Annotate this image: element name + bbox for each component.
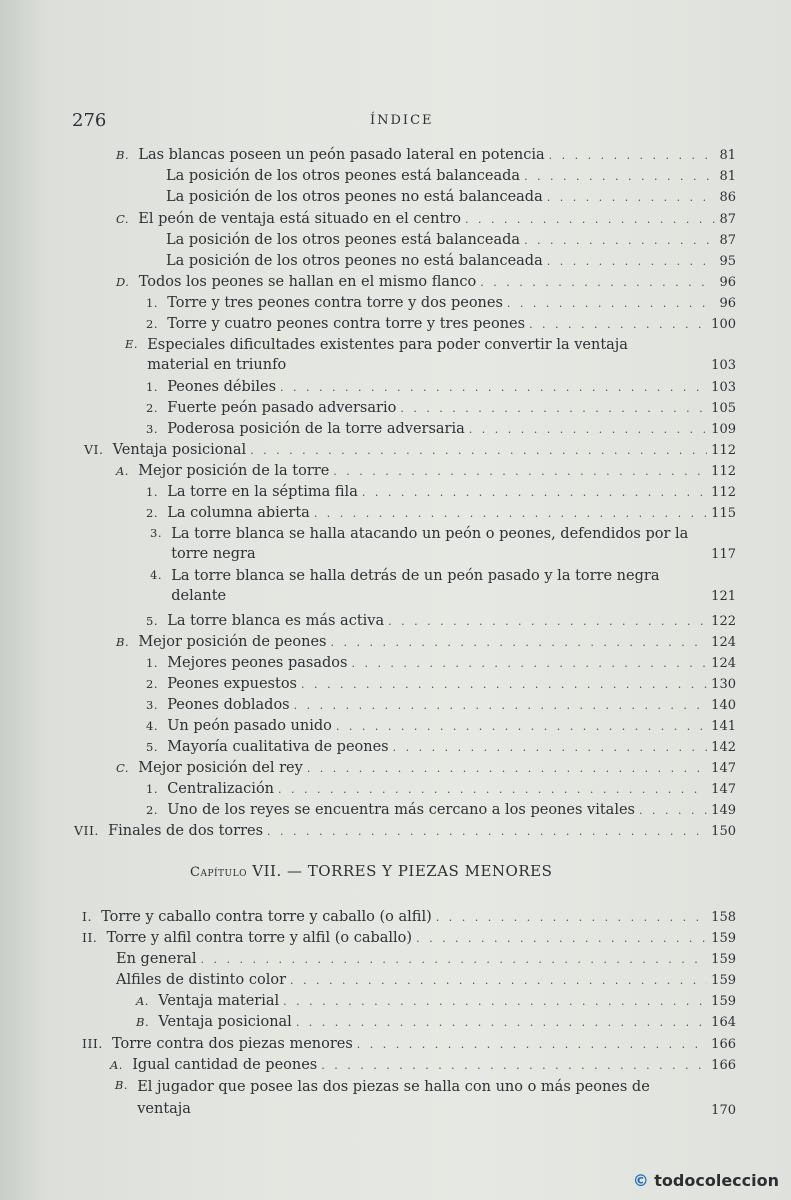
- entry-title: La columna abierta: [167, 505, 310, 521]
- entry-label: D.: [116, 275, 130, 289]
- toc-entry: [146, 420, 736, 439]
- entry-title: Peones doblados: [167, 697, 290, 713]
- entry-title: La posición de los otros peones está balanceada: [166, 232, 521, 248]
- entry-page: 158: [711, 910, 736, 925]
- dot-leader: [549, 147, 716, 165]
- dot-leader: [357, 1036, 707, 1054]
- entry-label: 3.: [146, 422, 158, 436]
- entry-page: 164: [711, 1015, 736, 1030]
- entry-page: 112: [711, 464, 736, 479]
- entry-label: 5.: [146, 614, 158, 628]
- toc-entry: [116, 273, 736, 292]
- entry-label: 5.: [146, 740, 158, 754]
- entry-page: 124: [711, 635, 736, 650]
- toc-entry: [116, 971, 736, 990]
- dot-leader: [336, 718, 707, 736]
- entry-label: B.: [136, 1015, 150, 1029]
- entry-title: Mejor posición de la torre: [138, 463, 330, 479]
- entry-title: Mejor posición del rey: [138, 760, 303, 776]
- entry-title: Torre y cuatro peones contra torre y tres peones: [167, 316, 526, 332]
- entry-label: 2.: [146, 317, 158, 331]
- entry-page: 166: [711, 1037, 736, 1052]
- toc-entry: [146, 801, 736, 820]
- entry-page: 147: [711, 761, 736, 776]
- entry-page: 103: [711, 358, 736, 373]
- toc-entry: [116, 633, 736, 652]
- entry-page: 166: [711, 1058, 736, 1073]
- chapter-prefix: Capítulo: [190, 865, 247, 880]
- dot-leader: [639, 802, 707, 820]
- dot-leader: [201, 951, 708, 969]
- entry-label: 1.: [146, 380, 158, 394]
- toc-entry: [110, 1056, 736, 1075]
- toc-entry: [146, 612, 736, 631]
- entry-label: C.: [116, 761, 130, 775]
- entry-label: VI.: [84, 442, 104, 457]
- entry-page: 147: [711, 782, 736, 797]
- entry-page: 115: [711, 506, 736, 521]
- entry-label: B.: [116, 635, 130, 649]
- dot-leader: [436, 909, 707, 927]
- dot-leader: [296, 1014, 707, 1032]
- dot-leader: [469, 421, 707, 439]
- entry-title: El peón de ventaja está situado en el centro: [138, 211, 461, 227]
- toc-entry: [146, 717, 736, 736]
- dot-leader: [283, 993, 707, 1011]
- toc-entry: [136, 1013, 736, 1032]
- entry-title: Torre y alfil contra torre y alfil (o caballo): [106, 930, 413, 946]
- entry-title: Ventaja posicional: [112, 442, 247, 458]
- toc-entry: [146, 738, 736, 757]
- dot-leader: [400, 400, 707, 418]
- entry-title: Peones expuestos: [167, 676, 297, 692]
- toc-entry: [116, 335, 736, 375]
- entry-label: 1.: [146, 296, 158, 310]
- entry-title: La posición de los otros peones está balanceada: [166, 168, 521, 184]
- dot-leader: [280, 379, 707, 397]
- entry-label: 1.: [146, 782, 158, 796]
- entry-page: 105: [711, 401, 736, 416]
- toc-entry: [82, 908, 736, 927]
- entry-title: En general: [116, 951, 197, 967]
- entry-label: 2.: [146, 506, 158, 520]
- page-number: 276: [72, 110, 107, 131]
- entry-page: 109: [711, 422, 736, 437]
- toc-entry: [146, 399, 736, 418]
- entry-page: 149: [711, 803, 736, 818]
- entry-label: B.: [114, 1078, 128, 1092]
- entry-label: A.: [116, 464, 129, 478]
- toc-entry: [146, 504, 736, 523]
- toc-entry: [146, 294, 736, 313]
- entry-label: A.: [110, 1058, 123, 1072]
- toc-entry: [116, 462, 736, 481]
- toc-entry: [146, 378, 736, 397]
- dot-leader: [314, 505, 707, 523]
- entry-page: 159: [711, 973, 736, 988]
- entry-title: La posición de los otros peones no está balanceada: [166, 189, 543, 205]
- chapter-heading: [190, 862, 552, 880]
- entry-page: 141: [711, 719, 736, 734]
- dot-leader: [388, 613, 707, 631]
- entry-label: 3.: [146, 698, 158, 712]
- dot-leader: [307, 760, 707, 778]
- entry-page: 121: [711, 589, 736, 604]
- entry-label: 2.: [146, 803, 158, 817]
- entry-title: Mejores peones pasados: [167, 655, 348, 671]
- toc-entry: [146, 566, 736, 606]
- entry-page: 112: [711, 485, 736, 500]
- toc-entry: [116, 146, 736, 165]
- entry-title: Alfiles de distinto color: [116, 972, 286, 988]
- entry-label: E.: [124, 337, 138, 351]
- entry-page: 159: [711, 994, 736, 1009]
- entry-title: Especiales dificultades existentes para poder convertir la ventaja material en triunfo: [147, 337, 628, 373]
- entry-title: La posición de los otros peones no está balanceada: [166, 253, 543, 269]
- dot-leader: [294, 697, 708, 715]
- dot-leader: [393, 739, 708, 757]
- toc-entry: [136, 992, 736, 1011]
- entry-label: B.: [116, 148, 130, 162]
- toc-entry: [110, 1076, 736, 1120]
- entry-title: Finales de dos torres: [108, 823, 264, 839]
- entry-page: 103: [711, 380, 736, 395]
- entry-label: A.: [136, 994, 149, 1008]
- dot-leader: [547, 253, 716, 271]
- entry-label: 2.: [146, 677, 158, 691]
- entry-page: 96: [719, 275, 736, 290]
- entry-title: Torre y caballo contra torre y caballo (o alfil): [101, 909, 432, 925]
- entry-page: 87: [719, 233, 736, 248]
- entry-title: Un peón pasado unido: [167, 718, 332, 734]
- dot-leader: [524, 232, 715, 250]
- dot-leader: [250, 442, 707, 460]
- entry-page: 150: [711, 824, 736, 839]
- dot-leader: [290, 972, 707, 990]
- entry-page: 140: [711, 698, 736, 713]
- toc-entry: [166, 231, 736, 250]
- entry-title: Poderosa posición de la torre adversaria: [167, 421, 465, 437]
- dot-leader: [416, 930, 707, 948]
- entry-title: La torre blanca se halla detrás de un peón pasado y la torre negra delante: [171, 568, 660, 604]
- dot-leader: [301, 676, 707, 694]
- entry-title: Todos los peones se hallan en el mismo flanco: [138, 274, 477, 290]
- dot-leader: [321, 1057, 707, 1075]
- entry-page: 87: [719, 212, 736, 227]
- entry-page: 100: [711, 317, 736, 332]
- entry-title: Igual cantidad de peones: [132, 1057, 318, 1073]
- entry-label: 2.: [146, 401, 158, 415]
- toc-entry: [146, 483, 736, 502]
- dot-leader: [362, 484, 707, 502]
- entry-title: Centralización: [167, 781, 275, 797]
- entry-page: 112: [711, 443, 736, 458]
- toc-entry: [146, 315, 736, 334]
- entry-page: 95: [719, 254, 736, 269]
- entry-page: 96: [719, 296, 736, 311]
- dot-leader: [333, 463, 707, 481]
- entry-title: Ventaja posicional: [158, 1014, 292, 1030]
- dot-leader: [465, 211, 716, 229]
- entry-title: Mayoría cualitativa de peones: [167, 739, 389, 755]
- toc-entry: [166, 252, 736, 271]
- toc-entry: [74, 822, 736, 841]
- toc-entry: [146, 696, 736, 715]
- entry-page: 124: [711, 656, 736, 671]
- entry-page: 122: [711, 614, 736, 629]
- entry-page: 86: [719, 190, 736, 205]
- entry-title: Mejor posición de peones: [138, 634, 327, 650]
- entry-label: C.: [116, 212, 130, 226]
- watermark-logo: © todocoleccion: [632, 1171, 779, 1190]
- dot-leader: [524, 168, 715, 186]
- dot-leader: [547, 189, 716, 207]
- dot-leader: [278, 781, 707, 799]
- entry-page: 159: [711, 931, 736, 946]
- toc-entry: [84, 441, 736, 460]
- entry-title: Las blancas poseen un peón pasado lateral en potencia: [138, 147, 545, 163]
- entry-page: 130: [711, 677, 736, 692]
- toc-entry: [82, 1035, 736, 1054]
- dot-leader: [267, 823, 707, 841]
- running-head: ÍNDICE: [370, 113, 434, 128]
- toc-entry: [116, 759, 736, 778]
- entry-page: 159: [711, 952, 736, 967]
- entry-title: La torre en la séptima fila: [167, 484, 358, 500]
- entry-page: 81: [719, 148, 736, 163]
- entry-label: VII.: [74, 823, 99, 838]
- entry-title: Fuerte peón pasado adversario: [167, 400, 397, 416]
- entry-page: 142: [711, 740, 736, 755]
- dot-leader: [351, 655, 707, 673]
- toc-entry: [146, 524, 736, 564]
- toc-entry: [116, 950, 736, 969]
- entry-label: 4.: [146, 719, 158, 733]
- entry-label: 1.: [146, 656, 158, 670]
- entry-label: II.: [82, 930, 98, 945]
- entry-page: 170: [711, 1103, 736, 1118]
- watermark-text: todocoleccion: [654, 1171, 779, 1190]
- dot-leader: [330, 634, 707, 652]
- dot-leader: [480, 274, 715, 292]
- entry-title: Ventaja material: [158, 993, 280, 1009]
- entry-page: 81: [719, 169, 736, 184]
- entry-title: El jugador que posee las dos piezas se halla con uno o más peones de ventaja: [137, 1079, 650, 1117]
- toc-entry: [116, 210, 736, 229]
- entry-label: 4.: [150, 568, 162, 582]
- entry-page: 117: [711, 547, 736, 562]
- entry-label: 1.: [146, 485, 158, 499]
- entry-label: III.: [82, 1036, 103, 1051]
- toc-entry: [166, 188, 736, 207]
- chapter-title: VII. — TORRES Y PIEZAS MENORES: [252, 862, 553, 880]
- entry-title: Torre y tres peones contra torre y dos peones: [167, 295, 503, 311]
- dot-leader: [507, 295, 716, 313]
- dot-leader: [529, 316, 707, 334]
- toc-entry: [166, 167, 736, 186]
- entry-title: La torre blanca es más activa: [167, 613, 385, 629]
- toc-entry: [82, 929, 736, 948]
- entry-label: I.: [82, 909, 92, 924]
- toc-entry: [146, 675, 736, 694]
- entry-label: 3.: [150, 526, 162, 540]
- entry-title: Peones débiles: [167, 379, 277, 395]
- entry-title: Torre contra dos piezas menores: [112, 1036, 353, 1052]
- toc-entry: [146, 654, 736, 673]
- entry-title: Uno de los reyes se encuentra más cercano a los peones vitales: [167, 802, 635, 818]
- toc-entry: [146, 780, 736, 799]
- entry-title: La torre blanca se halla atacando un peón o peones, defendidos por la torre negra: [171, 526, 689, 562]
